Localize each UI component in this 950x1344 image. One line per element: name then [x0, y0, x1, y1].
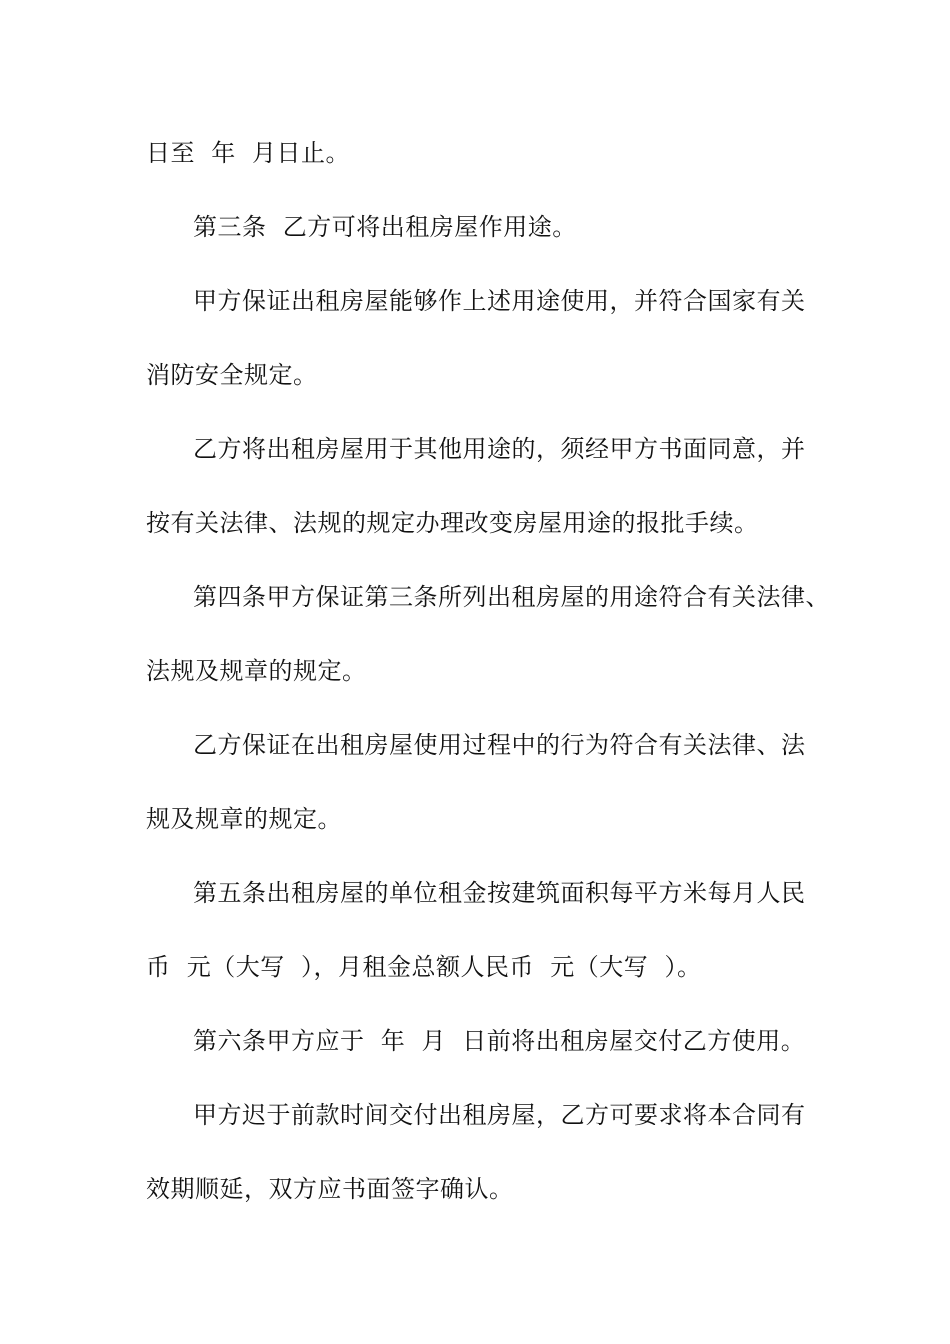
text-line: 按有关法律、法规的规定办理改变房屋用途的报批手续。: [146, 509, 759, 537]
text-line: 币 元（大写 ），月租金总额人民币 元（大写 ）。: [146, 953, 702, 981]
text-line: 乙方将出租房屋用于其他用途的，须经甲方书面同意，并: [193, 435, 806, 463]
text-line: 第四条甲方保证第三条所列出租房屋的用途符合有关法律、: [193, 583, 830, 611]
text-line: 甲方保证出租房屋能够作上述用途使用，并符合国家有关: [193, 287, 806, 315]
text-line: 第五条出租房屋的单位租金按建筑面积每平方米每月人民: [193, 879, 806, 907]
text-line: 效期顺延，双方应书面签字确认。: [146, 1175, 514, 1203]
text-line: 法规及规章的规定。: [146, 657, 367, 685]
text-line: 消防安全规定。: [146, 361, 318, 389]
text-line: 第六条甲方应于 年 月 日前将出租房屋交付乙方使用。: [193, 1027, 806, 1055]
text-line: 第三条 乙方可将出租房屋作用途。: [193, 213, 577, 241]
text-line: 日至 年 月日止。: [146, 139, 351, 167]
text-line: 规及规章的规定。: [146, 805, 342, 833]
text-line: 甲方迟于前款时间交付出租房屋，乙方可要求将本合同有: [193, 1101, 806, 1129]
text-line: 乙方保证在出租房屋使用过程中的行为符合有关法律、法: [193, 731, 806, 759]
